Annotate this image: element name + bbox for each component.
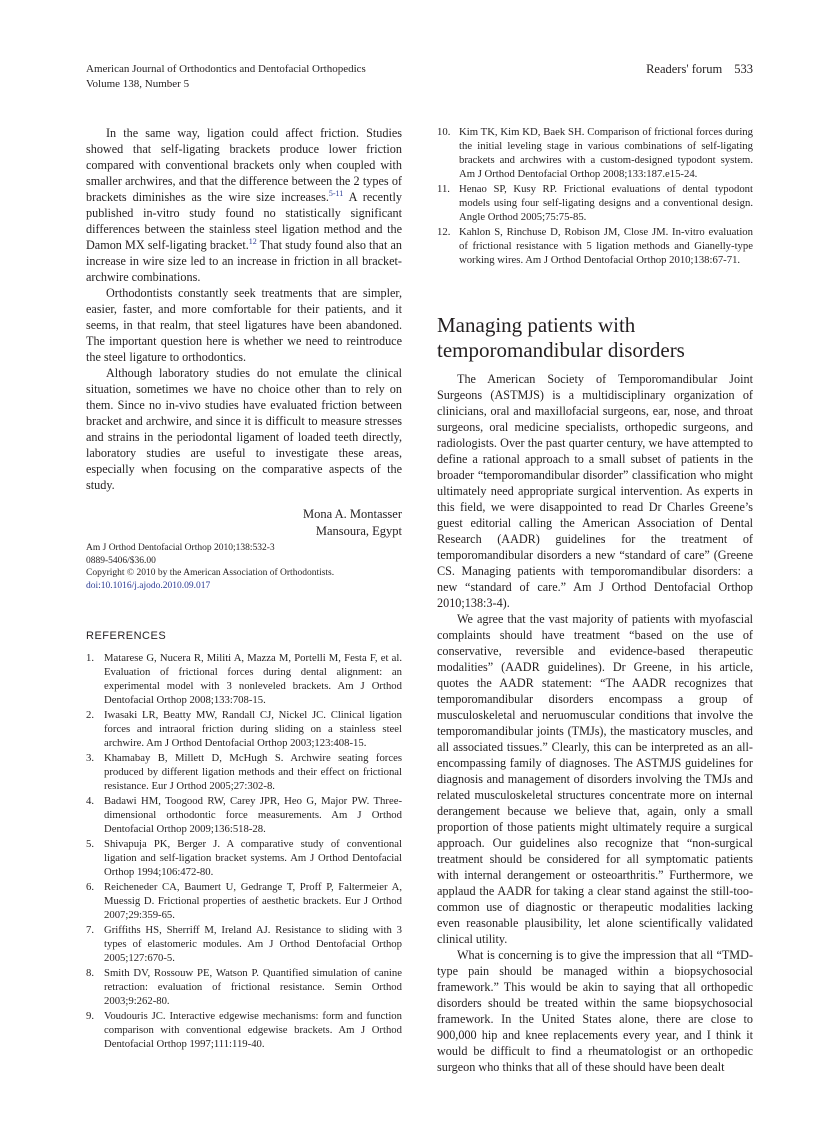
body-paragraph — [86, 125, 402, 285]
references-list — [86, 651, 402, 1051]
body-paragraph: What is concerning is to give the impression that all “TMD-type pain should be managed within a biopsychosocial framework.” This would be akin to saying that all orthopedic disorders should be treated within the same biopsychosocial framework. In the United States alone, there are close to 900,000 hip and knee replacements every year, and I think it would be difficult to find a rheumatologist or an orthopedic surgeon who thinks that all of these should have been dealt — [437, 948, 753, 1074]
reference-text: Voudouris JC. Interactive edgewise mechanisms: form and function comparison with conventional edgewise brackets. Am J Orthod Dentofacial Orthop 1997;111:119-40. — [104, 1010, 402, 1051]
body-paragraph: Orthodontists constantly seek treatments that are simpler, easier, faster, and more comfortable for their patients, and it seems, in that realm, that steel ligatures have been abandoned. The important question here is whether we need to reintroduce the steel ligature to orthodontics. — [86, 286, 402, 364]
reference-text: Griffiths HS, Sherriff M, Ireland AJ. Resistance to sliding with 3 types of elastomeric modules. Am J Orthod Dentofacial Orthop 2005;127:670-5. — [104, 924, 402, 965]
reference-number: 10. — [437, 126, 451, 138]
citation-link[interactable]: 5-11 — [328, 189, 344, 198]
section-and-page — [646, 62, 753, 77]
reference-text: Badawi HM, Toogood RW, Carey JPR, Heo G, Major PW. Three-dimensional orthodontic force measurements. Am J Orthod Dentofacial Orthop 2009;136:518-28. — [104, 795, 402, 836]
right-column — [437, 125, 753, 1075]
reference-number: 11. — [437, 183, 450, 195]
article-title: Managing patients with temporomandibular disorders — [437, 313, 685, 362]
reference-number: 12. — [437, 226, 451, 238]
body-paragraph: Although laboratory studies do not emulate the clinical situation, sometimes we have no choice other than to rely on them. Since no in-vivo studies have evaluated friction between bracket and archwire, and since it is difficult to measure stresses and strains in the periodontal ligament of loaded teeth directly, laboratory studies are useful to investigate these areas, especially when focusing on the comparative aspects of the study. — [86, 366, 402, 492]
doi-link[interactable]: doi:10.1016/j.ajodo.2010.09.017 — [86, 580, 211, 591]
reference-number: 2. — [86, 709, 95, 722]
references-heading: REFERENCES — [86, 630, 167, 643]
reference-item — [86, 880, 402, 922]
reference-number: 3. — [86, 752, 95, 765]
journal-info — [86, 62, 366, 92]
reference-number: 8. — [86, 967, 95, 980]
page-number: 533 — [734, 62, 753, 76]
section-name: Readers' forum — [646, 62, 723, 76]
body-paragraph: The American Society of Temporomandibular Joint Surgeons (ASTMJS) is a multidisciplinary organization of clinicians, oral and maxillofacial surgeons, ear, nose, and throat surgeons, oral medicine specialists, orthopedic surgeons, and radiologists. Over the past quarter century, we have attempted to define a rational approach to a small subset of patients in the broader “temporomandibular disorder” classification who might ultimately need appropriate surgical intervention. As experts in this field, we were disappointed to read Dr Charles Greene’s guest editorial calling the American Association of Dental Research (AADR) guidelines for the treatment of temporomandibular disorders a new “standard of care” (Greene CS. Managing patients with temporomandibular disorders: a new “standard of care.” Am J Orthod Dentofacial Orthop 2010;138:3-4). — [437, 372, 753, 610]
reference-item — [86, 1009, 402, 1051]
reference-text: Khamabay B, Millett D, McHugh S. Archwire seating forces produced by different ligation methods and their effect on frictional resistance. Eur J Orthod 2005;27:302-8. — [104, 752, 402, 793]
reference-text: Shivapuja PK, Berger J. A comparative study of conventional ligation and self-ligation bracket systems. Am J Orthod Dentofacial Orthop 1994;106:472-80. — [104, 838, 402, 879]
reference-item — [86, 708, 402, 750]
reference-number: 4. — [86, 795, 95, 808]
reference-text: Kahlon S, Rinchuse D, Robison JM, Close JM. In-vitro evaluation of frictional resistance with 5 ligation methods and Gianelly-type working wires. Am J Orthod Dentofacial Orthop 2010;138:67-71. — [459, 226, 753, 266]
reference-item — [86, 966, 402, 1008]
left-column — [86, 125, 402, 1052]
copyright-info: Copyright © 2010 by the American Association of Orthodontists. — [86, 568, 335, 579]
reference-item — [86, 794, 402, 836]
body-paragraph: We agree that the vast majority of patients with myofascial complaints should have treatment “based on the use of conservative, reversible and evidence-based therapeutic modalities” (AADR guidelines). Dr Greene, in his article, quotes the AADR statement: “The AADR recognizes that temporomandibular disorders encompass a group of musculoskeletal and neruomuscular conditions that involve the temporomandibular joints (TMJs), the masticatory muscles, and all associated tissues.” Clearly, this can be interpreted as an all-encompassing family of diagnoses. The ASTMJS guidelines for diagnosis and management of disorders involving the TMJs and related musculoskeletal structures concentrate more on internal derangement because we believe that, again, only a small proportion of those patients might ultimately require a surgical approach. Our guidelines also recognize that “non-surgical treatment should be considered for all symptomatic patients with internal derangement or osteoarthritis.” Furthermore, we applaud the AADR for taking a clear stand against the still-too-common use of diagnostic or therapeutic modalities lacking even reasonable plausibility, let alone scientifically validated clinical utility. — [437, 612, 753, 946]
issn-info: 0889-5406/$36.00 — [86, 555, 156, 566]
paragraph-text: In the same way, ligation could affect friction. Studies showed that self-ligating brackets produce lower friction compared with conventional brackets only when coupled with smaller archwires, and that the difference between the 2 types of brackets diminishes as the wire size increases. — [86, 126, 402, 204]
journal-volume: Volume 138, Number 5 — [86, 78, 190, 90]
reference-number: 6. — [86, 881, 95, 894]
reference-number: 5. — [86, 838, 95, 851]
reference-item — [437, 125, 753, 181]
reference-text: Iwasaki LR, Beatty MW, Randall CJ, Nickel JC. Clinical ligation forces and intraoral friction during sliding on a stainless steel archwire. Am J Orthod Dentofacial Orthop 2003;123:408-15. — [104, 709, 402, 750]
article-metadata — [86, 542, 402, 592]
reference-text: Henao SP, Kusy RP. Frictional evaluations of dental typodont models using four self-ligating designs and a conventional design. Angle Orthod 2005;75:75-85. — [459, 183, 753, 223]
reference-item — [437, 182, 753, 224]
citation-link[interactable]: 12 — [248, 237, 257, 246]
author-signature — [86, 506, 402, 540]
reference-text: Kim TK, Kim KD, Baek SH. Comparison of frictional forces during the initial leveling stage in various combinations of self-ligating brackets and archwires with a custom-designed typodont system. Am J Orthod Dentofacial Orthop 2008;133:187.e15-24. — [459, 126, 753, 180]
journal-name: American Journal of Orthodontics and Dentofacial Orthopedics — [86, 63, 366, 75]
author-name: Mona A. Montasser — [303, 507, 402, 521]
paragraph-text: That study found also that an increase in wire size led to an increase in friction in all bracket-archwire combinations. — [86, 238, 402, 284]
reference-item — [86, 751, 402, 793]
reference-text: Matarese G, Nucera R, Militi A, Mazza M, Portelli M, Festa F, et al. Evaluation of frictional forces during dental alignment: an experimental model with 3 nonleveled brackets. Am J Orthod Dentofacial Orthop 2008;133:708-15. — [104, 652, 402, 707]
reference-text: Smith DV, Rossouw PE, Watson P. Quantified simulation of canine retraction: evaluation of frictional resistance. Semin Orthod 2003;9:262-80. — [104, 967, 402, 1008]
author-location: Mansoura, Egypt — [315, 524, 402, 538]
reference-item — [86, 651, 402, 707]
reference-item — [437, 225, 753, 267]
reference-number: 9. — [86, 1010, 95, 1023]
reference-item — [86, 837, 402, 879]
reference-item — [86, 923, 402, 965]
reference-number: 1. — [86, 652, 95, 665]
references-list-continued — [437, 125, 753, 267]
citation-info: Am J Orthod Dentofacial Orthop 2010;138:532-3 — [86, 543, 275, 553]
paragraph-text: A recently published in-vitro study found no statistically significant differences between the stainless steel ligation method and the Damon MX self-ligating bracket. — [86, 190, 403, 252]
reference-number: 7. — [86, 924, 95, 937]
reference-text: Reicheneder CA, Baumert U, Gedrange T, Proff P, Faltermeier A, Muessig D. Frictional properties of aesthetic brackets. Eur J Orthod 2007;29:359-65. — [104, 881, 402, 922]
